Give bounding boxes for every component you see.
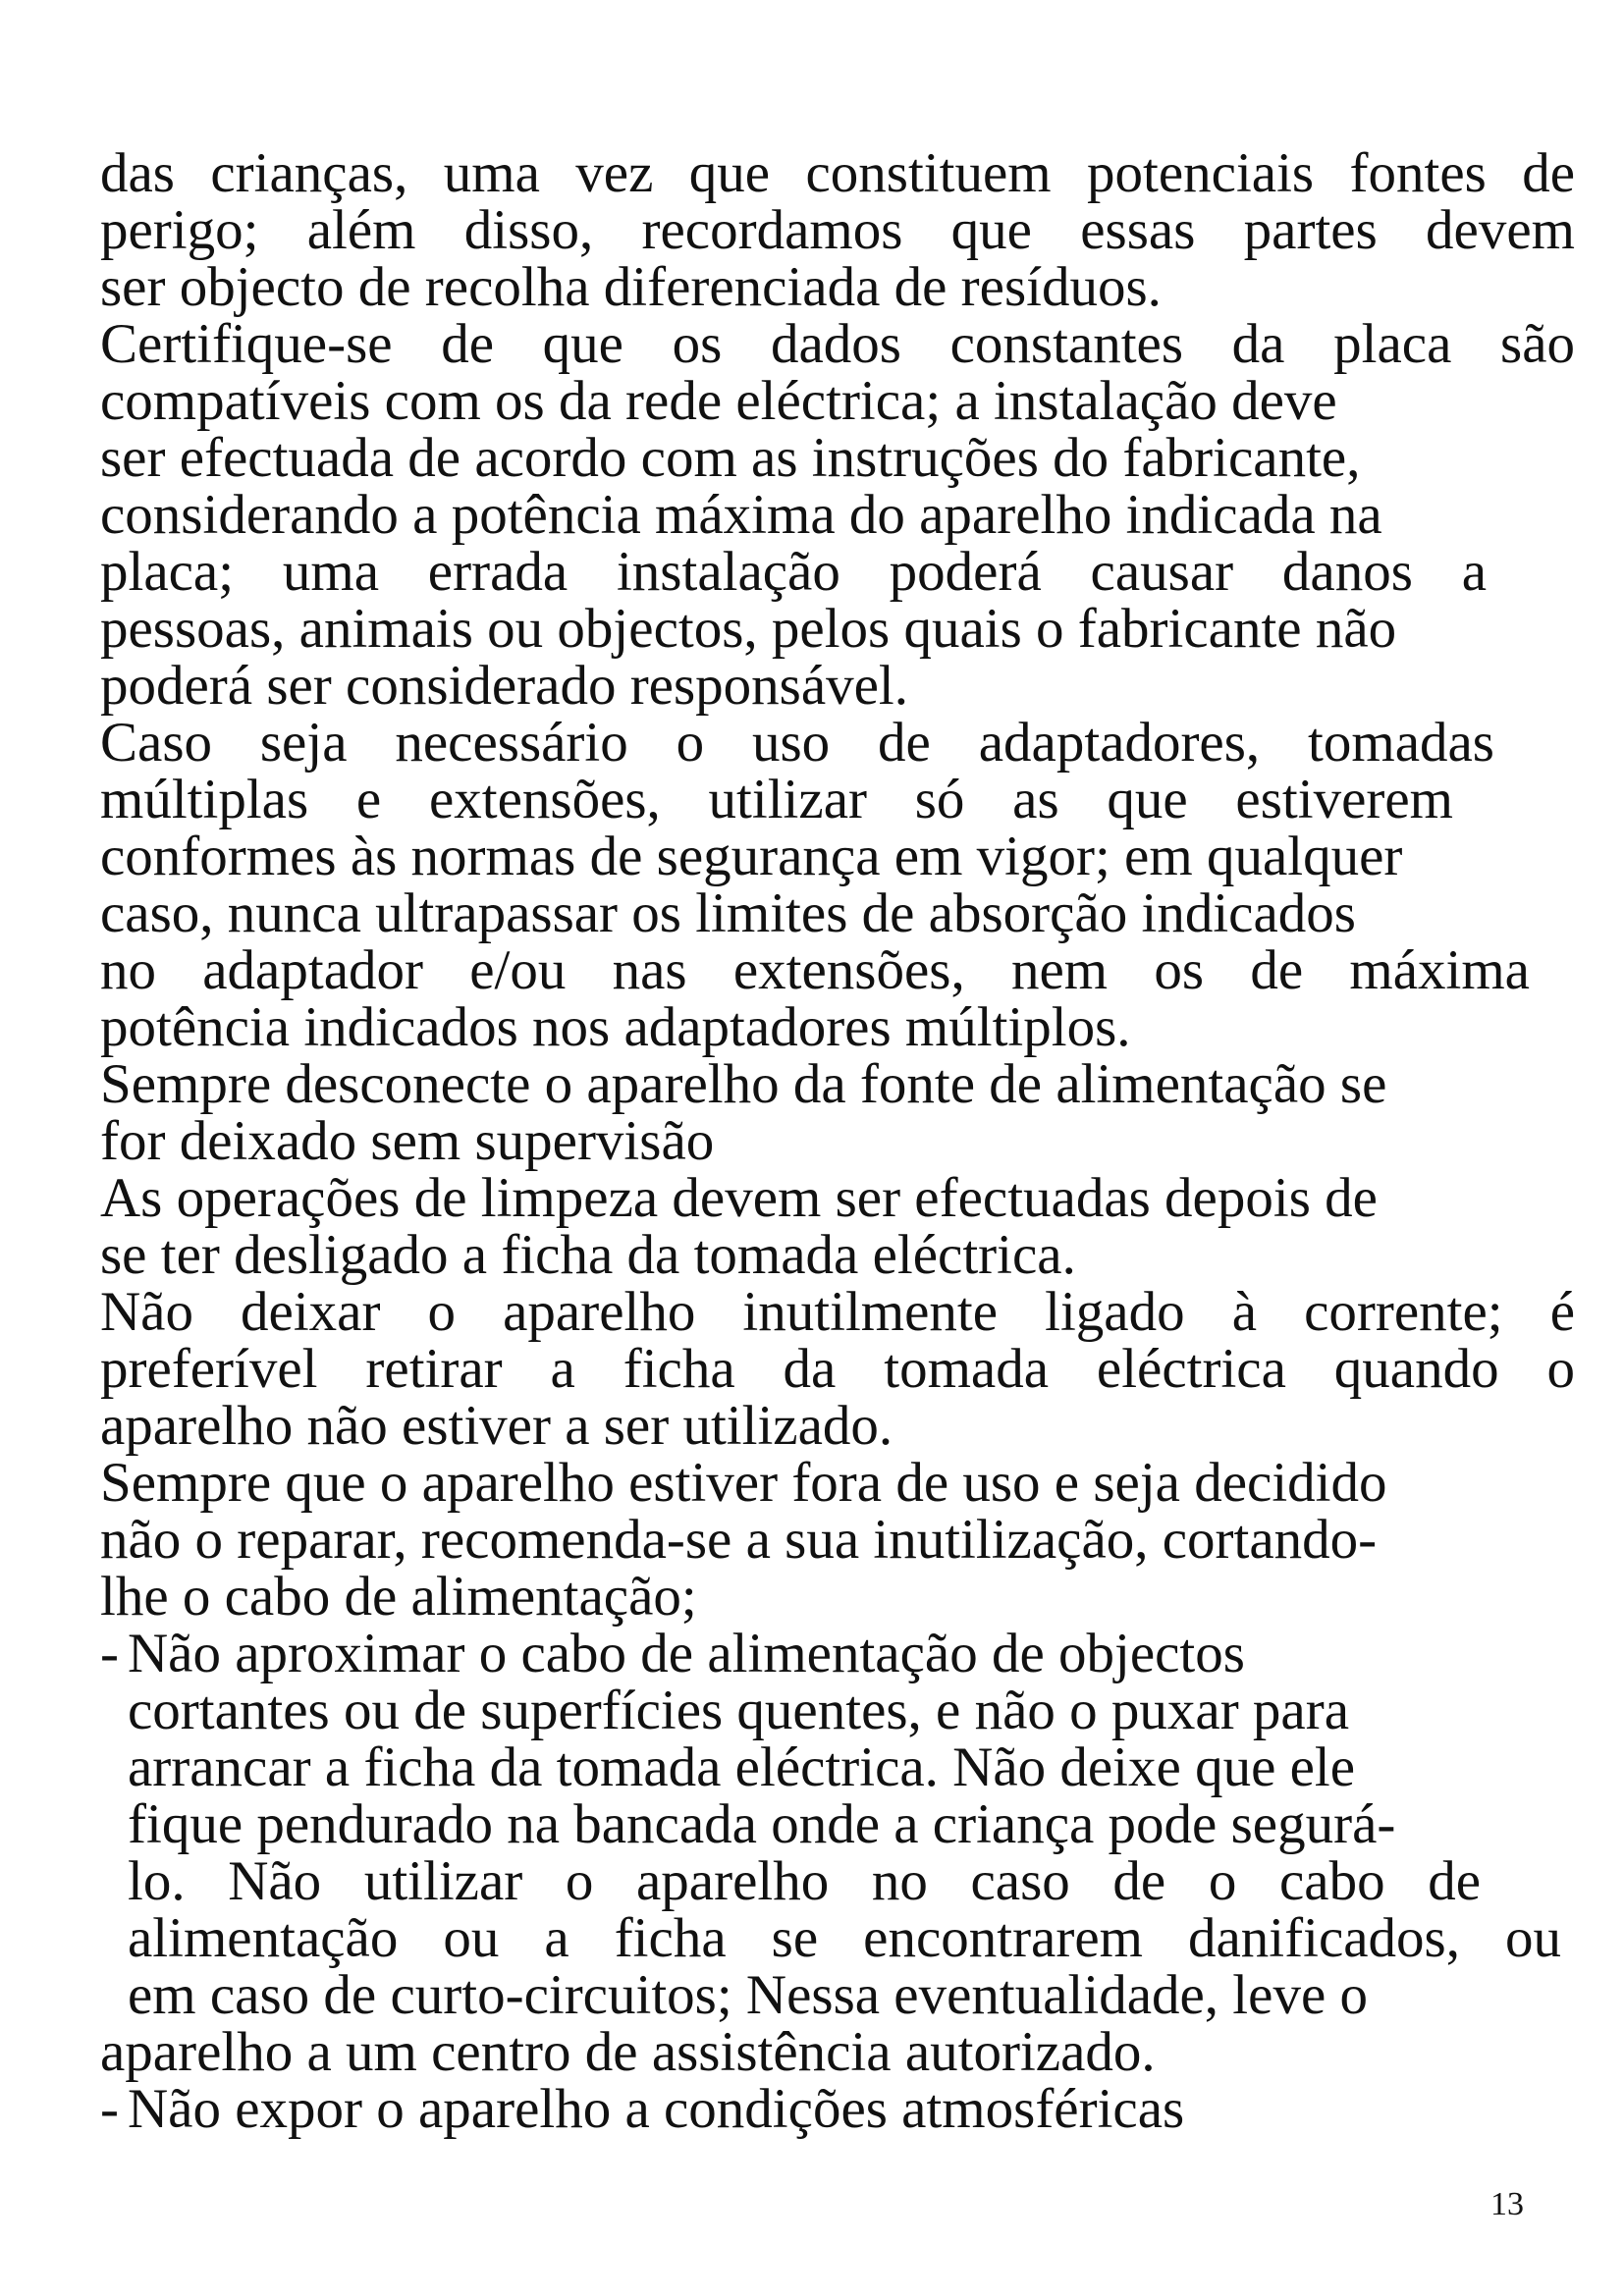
text-line: perigo; além disso, recordamos que essas partes devem [100,199,1575,261]
text-line: placa; uma errada instalação poderá causar danos a [100,541,1487,603]
text-line: Não deixar o aparelho inutilmente ligado à corrente; é [100,1281,1575,1343]
text-line: ser objecto de recolha diferenciada de resíduos. [100,256,1162,318]
text-line: ser efectuada de acordo com as instruções do fabricante, [100,427,1361,489]
text-line: poderá ser considerado responsável. [100,655,909,717]
text-line: Certifique-se de que os dados constantes da placa são [100,313,1575,375]
bullet-item [100,2078,1561,2140]
text-line: considerando a potência máxima do aparelho indicada na [100,484,1382,546]
bullet-marker: - [100,2078,119,2140]
page-number: 13 [1490,2186,1524,2222]
text-line: conformes às normas de segurança em vigor; em qualquer [100,826,1403,887]
text-line: Não aproximar o cabo de alimentação de objectos [128,1623,1245,1684]
text-line: pessoas, animais ou objectos, pelos quais o fabricante não [100,598,1397,660]
text-line: cortantes ou de superfícies quentes, e não o puxar para [128,1680,1350,1741]
text-line: As operações de limpeza devem ser efectuadas depois de [100,1167,1378,1229]
text-line: Sempre desconecte o aparelho da fonte de alimentação se [100,1053,1387,1115]
text-line: preferível retirar a ficha da tomada eléctrica quando o [100,1338,1575,1400]
text-line: se ter desligado a ficha da tomada eléctrica. [100,1224,1076,1286]
text-line: alimentação ou a ficha se encontrarem danificados, ou [128,1907,1561,1969]
text-line: caso, nunca ultrapassar os limites de absorção indicados [100,882,1356,944]
text-line: potência indicados nos adaptadores múltiplos. [100,996,1131,1058]
text-line: no adaptador e/ou nas extensões, nem os de máxima [100,939,1530,1001]
text-line: arrancar a ficha da tomada eléctrica. Não deixe que ele [128,1736,1356,1798]
text-line: Caso seja necessário o uso de adaptadores, tomadas [100,712,1494,774]
text-line: em caso de curto-circuitos; Nessa eventualidade, leve o [128,1964,1368,2026]
text-line: aparelho a um centro de assistência autorizado. [100,2021,1156,2083]
text-line: Sempre que o aparelho estiver fora de uso e seja decidido [100,1452,1387,1514]
text-line: aparelho não estiver a ser utilizado. [100,1395,893,1457]
text-line: das crianças, uma vez que constituem potenciais fontes de [100,142,1575,204]
text-line: lhe o cabo de alimentação; [100,1566,697,1628]
text-line: lo. Não utilizar o aparelho no caso de o cabo de [128,1850,1481,1912]
text-line: compatíveis com os da rede eléctrica; a instalação deve [100,370,1337,432]
bullet-item [100,1623,1479,1684]
text-line: múltiplas e extensões, utilizar só as que estiverem [100,769,1453,830]
text-line: Não expor o aparelho a condições atmosféricas [128,2078,1185,2140]
text-line: não o reparar, recomenda-se a sua inutilização, cortando- [100,1509,1378,1571]
text-line: for deixado sem supervisão [100,1110,715,1172]
bullet-marker: - [100,1623,119,1684]
text-line: fique pendurado na bancada onde a criança pode segurá- [128,1793,1396,1855]
